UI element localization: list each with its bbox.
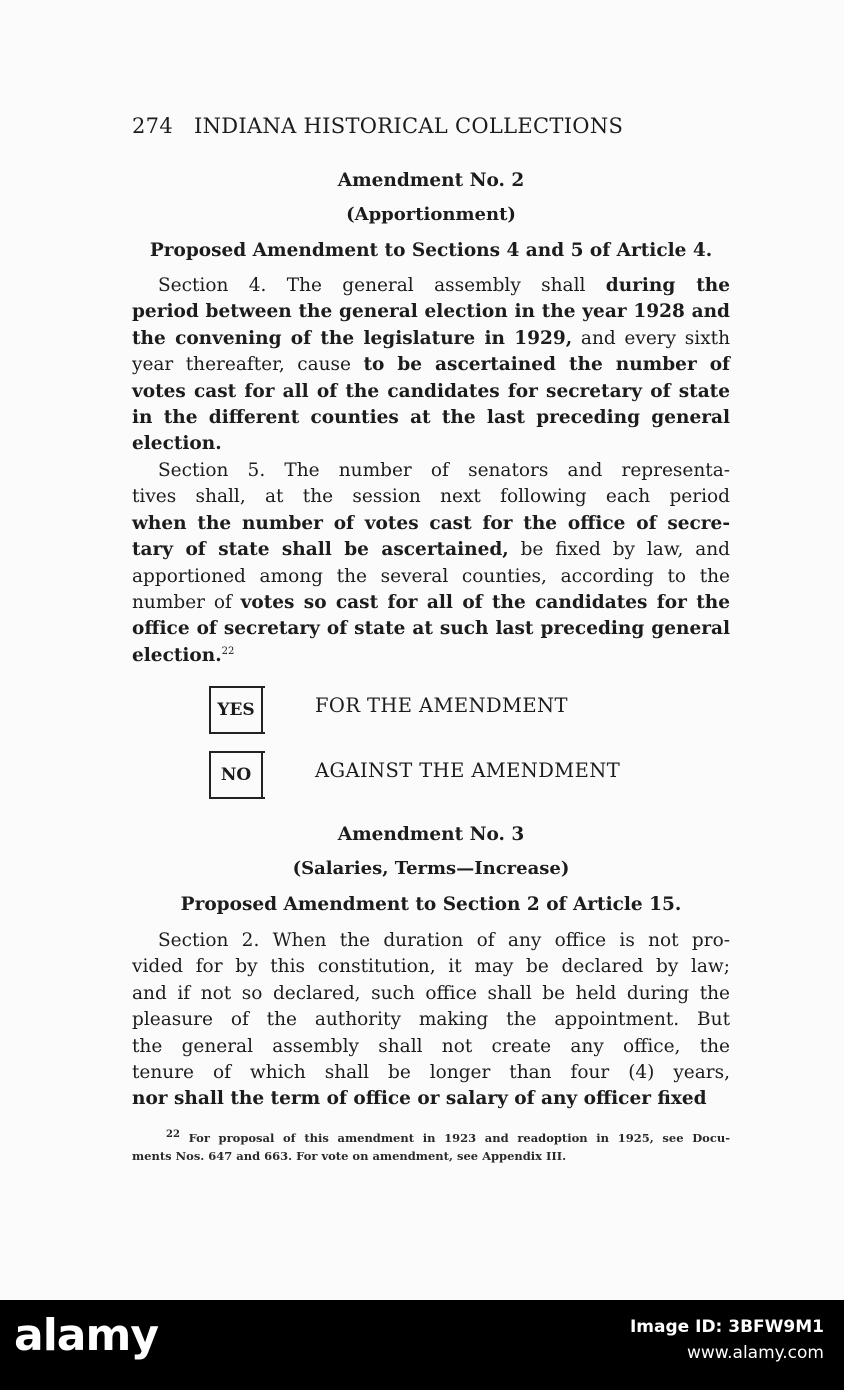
section-5-lines: [132, 458, 730, 669]
section-5-text: [132, 458, 730, 669]
text-run: nor shall the term of office or salary of any officer fixed: [132, 1088, 707, 1110]
text-line: [132, 326, 730, 352]
text-run: election.: [132, 644, 222, 666]
text-run: to be ascertained the number of: [363, 354, 731, 376]
footnote-reference: 22: [221, 645, 235, 657]
text-run: year thereafter, cause: [132, 354, 364, 376]
text-run: tenure of which shall be longer than four (4) years,: [132, 1062, 730, 1084]
page-number: 274: [132, 114, 173, 138]
section-4-text: [132, 273, 730, 458]
text-line: [132, 431, 730, 457]
amendment-3-subtitle: (Salaries, Terms—Increase): [292, 858, 570, 879]
text-line: [132, 1007, 730, 1033]
amendment-2-title: Amendment No. 2: [337, 170, 525, 191]
text-run: election.: [132, 433, 222, 455]
section-4-lines: [132, 273, 730, 458]
footnote-line-1: [132, 1129, 730, 1147]
text-line: [132, 616, 730, 642]
text-line: [132, 1034, 730, 1060]
text-run: and every sixth: [572, 327, 731, 349]
alamy-logo: alamy: [14, 1310, 158, 1361]
text-line: [132, 643, 730, 669]
text-line: [132, 590, 730, 616]
text-run: office of secretary of state at such last preceding general: [132, 618, 730, 640]
running-header: [132, 114, 732, 138]
text-run: Section 4. The general assembly shall: [158, 275, 606, 296]
text-run: during the: [605, 275, 730, 296]
running-title: INDIANA HISTORICAL COLLECTIONS: [193, 114, 624, 138]
no-box-label: NO: [220, 765, 252, 785]
section-2-text: [132, 928, 730, 1113]
text-run: period between the general election in the year 1928 and: [132, 301, 730, 323]
ballot-yes-row: [209, 686, 709, 738]
text-run: tives shall, at the session next following each period: [132, 486, 730, 508]
section-2-lines: [132, 928, 730, 1113]
yes-box[interactable]: [209, 686, 263, 734]
text-line: [132, 379, 730, 405]
text-line: [132, 352, 730, 378]
text-run: when the number of votes cast for the office of secre-: [132, 512, 730, 534]
text-line: [132, 981, 730, 1007]
text-line: [132, 405, 730, 431]
text-run: tary of state shall be ascertained,: [132, 539, 509, 561]
text-line: [132, 564, 730, 590]
text-run: Section 5. The number of senators and representa-: [158, 460, 730, 481]
amendment-2-proposal: Proposed Amendment to Sections 4 and 5 of Article 4.: [149, 240, 713, 261]
text-line: [132, 1086, 730, 1112]
stock-watermark-banner: [0, 1300, 844, 1390]
ballot-no-row: [209, 751, 709, 803]
text-line: [132, 1060, 730, 1086]
text-run: votes cast for all of the candidates for secretary of state: [132, 380, 730, 402]
text-line: [132, 273, 730, 299]
text-line: [132, 299, 730, 325]
text-line: [132, 537, 730, 563]
text-run: vided for by this constitution, it may be declared by law;: [132, 956, 730, 978]
amendment-3-proposal: Proposed Amendment to Section 2 of Article 15.: [180, 894, 682, 915]
footnote: [132, 1129, 730, 1165]
text-run: and if not so declared, such office shall be held during the: [132, 982, 730, 1004]
for-amendment-label: FOR THE AMENDMENT: [315, 694, 568, 717]
footnote-line-2: ments Nos. 647 and 663. For vote on amendment, see Appendix III.: [132, 1149, 567, 1163]
text-run: in the different counties at the last preceding general: [132, 407, 730, 429]
text-run: pleasure of the authority making the appointment. But: [132, 1009, 730, 1031]
amendment-2-subtitle: (Apportionment): [346, 204, 516, 225]
text-run: Section 2. When the duration of any office is not pro-: [158, 930, 730, 951]
image-id-block: [630, 1314, 824, 1366]
yes-box-label: YES: [217, 700, 255, 720]
no-box[interactable]: [209, 751, 263, 799]
text-run: apportioned among the several counties, according to the: [132, 565, 730, 587]
footnote-mark: 22: [166, 1129, 180, 1141]
text-run: the general assembly shall not create any office, the: [132, 1035, 730, 1057]
site-url: www.alamy.com: [686, 1343, 824, 1363]
text-line: [132, 484, 730, 510]
text-run: number of: [132, 592, 241, 614]
footnote-line-1-text: For proposal of this amendment in 1923 and readoption in 1925, see Docu-: [188, 1131, 730, 1145]
text-run: the convening of the legislature in 1929,: [132, 327, 573, 349]
text-line: [132, 954, 730, 980]
against-amendment-label: AGAINST THE AMENDMENT: [315, 759, 621, 782]
text-line: [132, 511, 730, 537]
text-run: votes so cast for all of the candidates for the: [240, 592, 730, 614]
image-id: Image ID: 3BFW9M1: [629, 1317, 824, 1337]
text-line: [132, 458, 730, 484]
text-line: [132, 928, 730, 954]
amendment-3-title: Amendment No. 3: [337, 824, 525, 845]
text-run: be fixed by law, and: [508, 539, 730, 561]
